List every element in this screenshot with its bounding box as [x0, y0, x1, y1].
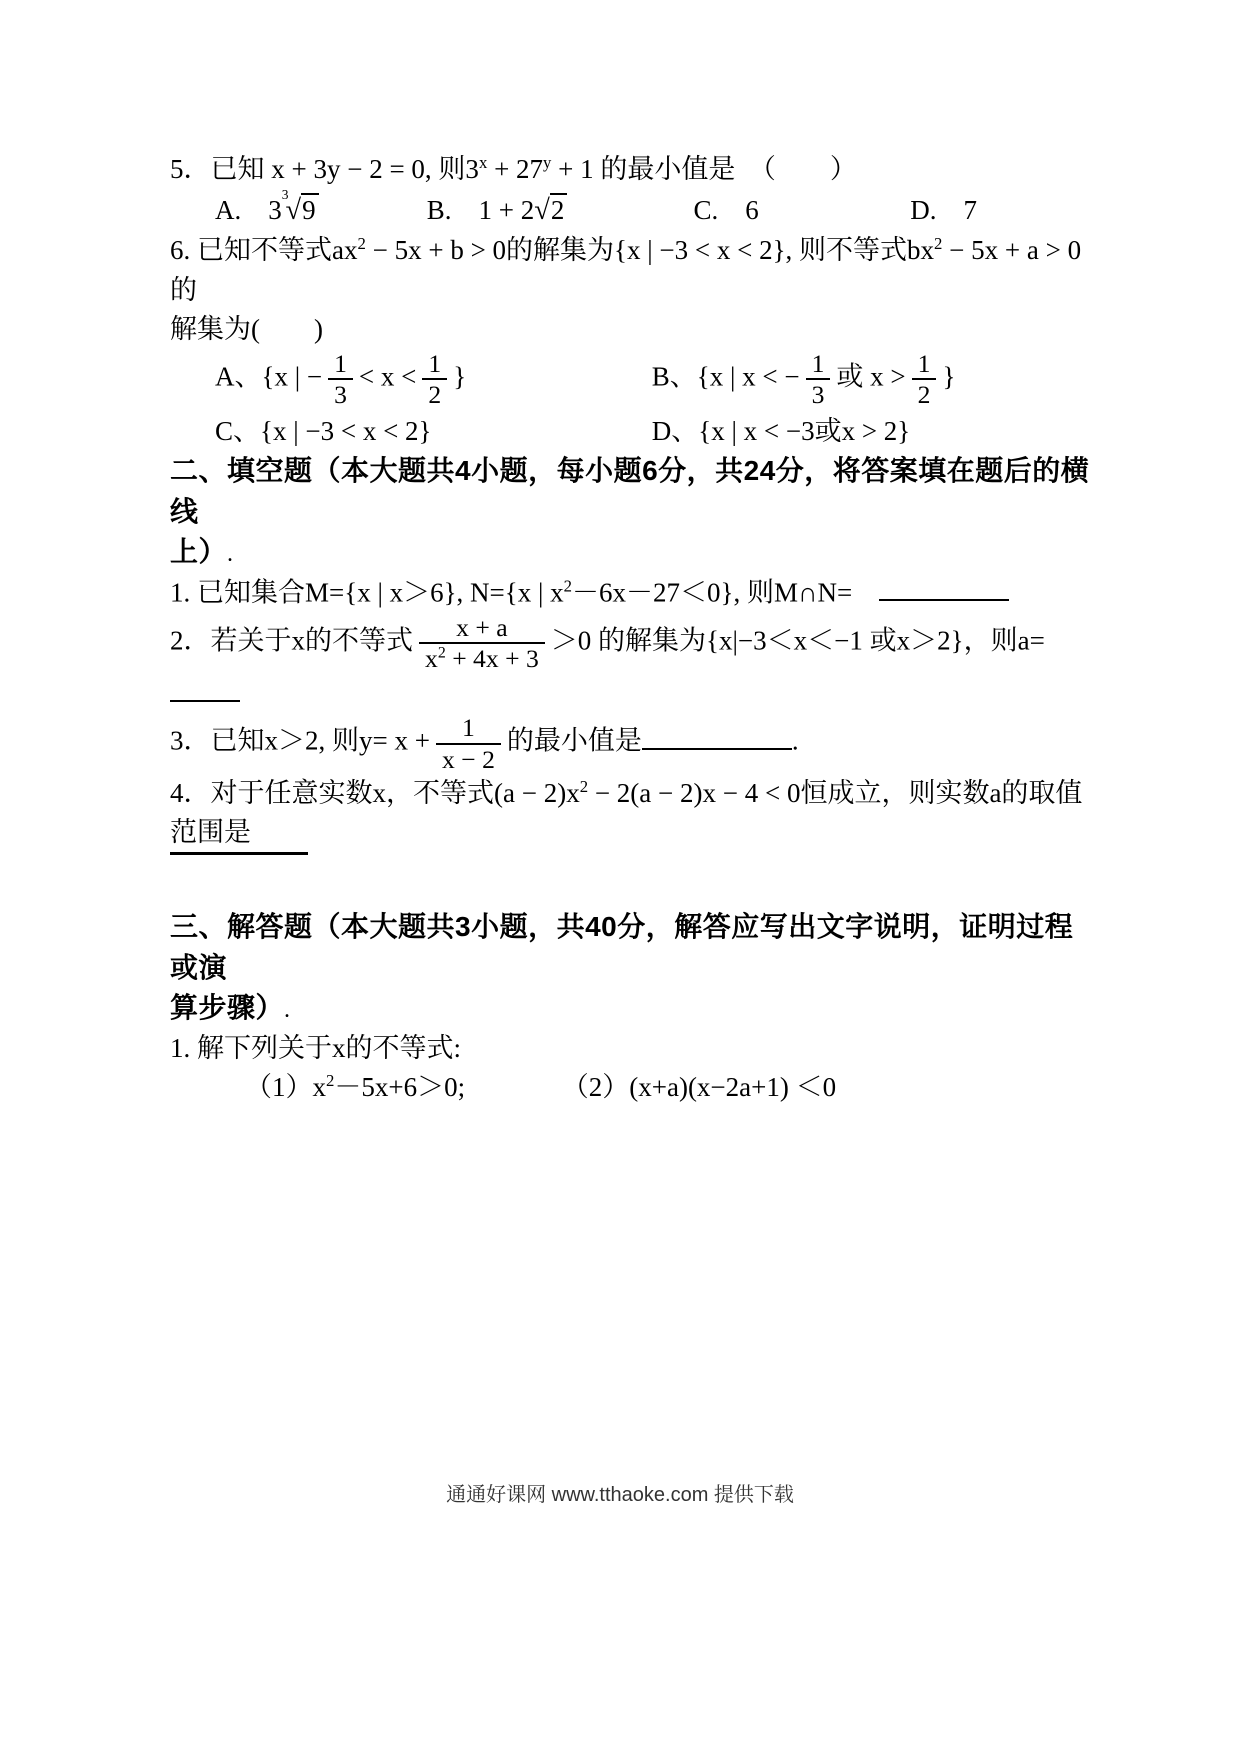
q6-option-a-mid: < x < — [358, 361, 417, 392]
q5-exponent-y: y — [543, 153, 552, 172]
question-6-options-cd — [170, 410, 1100, 451]
part1-text-2: －5x+6＞0; — [334, 1072, 466, 1103]
answer-blank — [170, 674, 240, 702]
q5-option-d: D. 7 — [910, 195, 977, 226]
section-2-title-line1: 二、填空题（本大题共4小题，每小题6分，共24分，将答案填在题后的横线 — [170, 455, 1090, 527]
fill3-text-1: 3．已知x＞2, 则y= x + — [170, 725, 430, 756]
fraction-denominator: 3 — [328, 378, 353, 410]
q6-option-b-post: } — [942, 361, 956, 392]
q5-exponent-x: x — [478, 153, 488, 172]
fraction-denominator: 2 — [912, 378, 937, 410]
fraction-denominator: 2 — [422, 378, 447, 410]
square-root — [534, 190, 567, 231]
section-2-title-line2 — [170, 532, 1100, 573]
solve-question-parts — [170, 1068, 1100, 1107]
q6-text-1: 6. 已知不等式ax — [170, 235, 358, 266]
fraction-numerator: 1 — [462, 713, 475, 743]
q5-option-c: C. 6 — [693, 195, 759, 226]
fraction-denominator — [419, 642, 545, 674]
section-2-title-period: . — [227, 541, 234, 568]
footer-text: 通通好课网 www.tthaoke.com 提供下载 — [446, 1484, 794, 1506]
fill4-exponent: 2 — [579, 777, 589, 797]
radical-sign: √ — [285, 195, 302, 227]
q6-exponent-2: 2 — [934, 234, 943, 254]
fraction-numerator: x + a — [456, 612, 508, 642]
q5-option-b-label: B. 1 + 2 — [426, 195, 535, 226]
fraction-denominator: x − 2 — [436, 743, 501, 775]
q6-option-a-pre: A、{x | − — [215, 361, 323, 392]
radicand: 2 — [550, 193, 568, 225]
fill-in-4-line1 — [170, 774, 1100, 813]
section-3-title-line1: 三、解答题（本大题共3小题，共40分，解答应写出文字说明，证明过程或演 — [170, 911, 1074, 983]
q5-text-2: + 27 — [487, 154, 544, 184]
fraction — [806, 349, 831, 410]
section-2-title-text: 上） — [170, 536, 228, 568]
radicand: 9 — [301, 193, 319, 225]
fraction — [912, 349, 937, 410]
question-5-stem — [170, 150, 1100, 189]
den-text-2: + 4x + 3 — [445, 644, 539, 674]
fraction-numerator: 1 — [334, 348, 347, 378]
q6-option-a — [215, 349, 645, 410]
q5-text-1: 5．已知 x + 3y − 2 = 0, 则3 — [170, 154, 479, 184]
fill1-text-2: －6x－27＜0}, 则M∩N= — [572, 577, 880, 608]
q6-text-2: − 5x + b > 0的解集为{x | −3 < x < 2}, 则不等式bx — [365, 235, 935, 266]
answer-blank — [879, 573, 1009, 601]
q6-option-d: D、{x | x < −3或x > 2} — [651, 416, 911, 447]
fill-in-2 — [170, 613, 1100, 713]
solve-part-1 — [245, 1068, 555, 1107]
fill-in-4-line2 — [170, 813, 1100, 852]
fill1-text-1: 1. 已知集合M={x | x＞6}, N={x | x — [170, 577, 564, 608]
den-text-1: x — [425, 644, 438, 674]
answer-line — [170, 852, 308, 855]
fraction-denominator: 3 — [806, 378, 831, 410]
fraction-numerator: 1 — [428, 348, 442, 378]
section-3-title-period: . — [284, 997, 291, 1024]
cube-root — [281, 187, 319, 231]
question-6-stem-line1 — [170, 231, 1100, 309]
fill4-text-1: 4．对于任意实数x，不等式(a − 2)x — [170, 778, 580, 809]
fraction — [419, 613, 545, 674]
part1-text-1: （1）x — [245, 1072, 326, 1103]
fill3-period: . — [791, 725, 799, 756]
q6-option-c: C、{x | −3 < x < 2} — [215, 416, 432, 447]
fill-in-1 — [170, 573, 1100, 612]
question-5-options — [170, 189, 1100, 231]
fraction — [328, 349, 353, 410]
answer-blank — [642, 721, 792, 749]
fill1-exponent: 2 — [563, 576, 573, 596]
solve-part-2: （2）(x+a)(x−2a+1) ＜0 — [561, 1072, 837, 1103]
den-exponent: 2 — [437, 644, 446, 662]
radical-sign: √ — [534, 195, 550, 227]
solve-question-intro: 1. 解下列关于x的不等式: — [170, 1033, 462, 1064]
fraction-numerator: 1 — [917, 348, 931, 378]
q6-option-b-mid: 或 x > — [836, 361, 906, 392]
section-3-title-text: 算步骤） — [170, 992, 285, 1024]
fraction — [422, 349, 447, 410]
part1-exponent: 2 — [326, 1071, 335, 1091]
question-6-options-ab — [170, 349, 1100, 410]
fraction — [436, 713, 501, 774]
q6-text-3: − 5x + a > 0的 — [170, 235, 1082, 305]
page-footer — [0, 1478, 1240, 1507]
q5-option-a — [215, 187, 420, 231]
section-3-title-line2 — [170, 988, 1100, 1029]
q5-option-a-label: A. 3 — [215, 195, 282, 226]
fill-in-3 — [170, 713, 1100, 774]
q6-text-4: 解集为( ) — [170, 313, 323, 344]
q6-exponent-2: 2 — [357, 234, 366, 254]
fill4-text-3: 范围是 — [170, 817, 251, 848]
q6-option-a-post: } — [453, 361, 467, 392]
root-index: 3 — [281, 187, 289, 203]
fill2-text-2: ＞0 的解集为{x|−3＜x＜−1 或x＞2}，则a= — [550, 625, 1072, 656]
fill3-text-2: 的最小值是 — [506, 725, 642, 756]
q6-option-b-pre: B、{x | x < − — [651, 361, 800, 392]
question-6-stem-line2 — [170, 310, 1100, 349]
fraction-numerator: 1 — [811, 348, 825, 378]
q5-text-3: + 1 的最小值是 （ ） — [551, 154, 857, 184]
fill4-text-2: − 2(a − 2)x − 4 < 0恒成立，则实数a的取值 — [588, 778, 1083, 809]
q6-option-b — [652, 349, 956, 410]
q5-option-b — [427, 190, 687, 231]
fill2-text-1: 2．若关于x的不等式 — [170, 625, 413, 656]
